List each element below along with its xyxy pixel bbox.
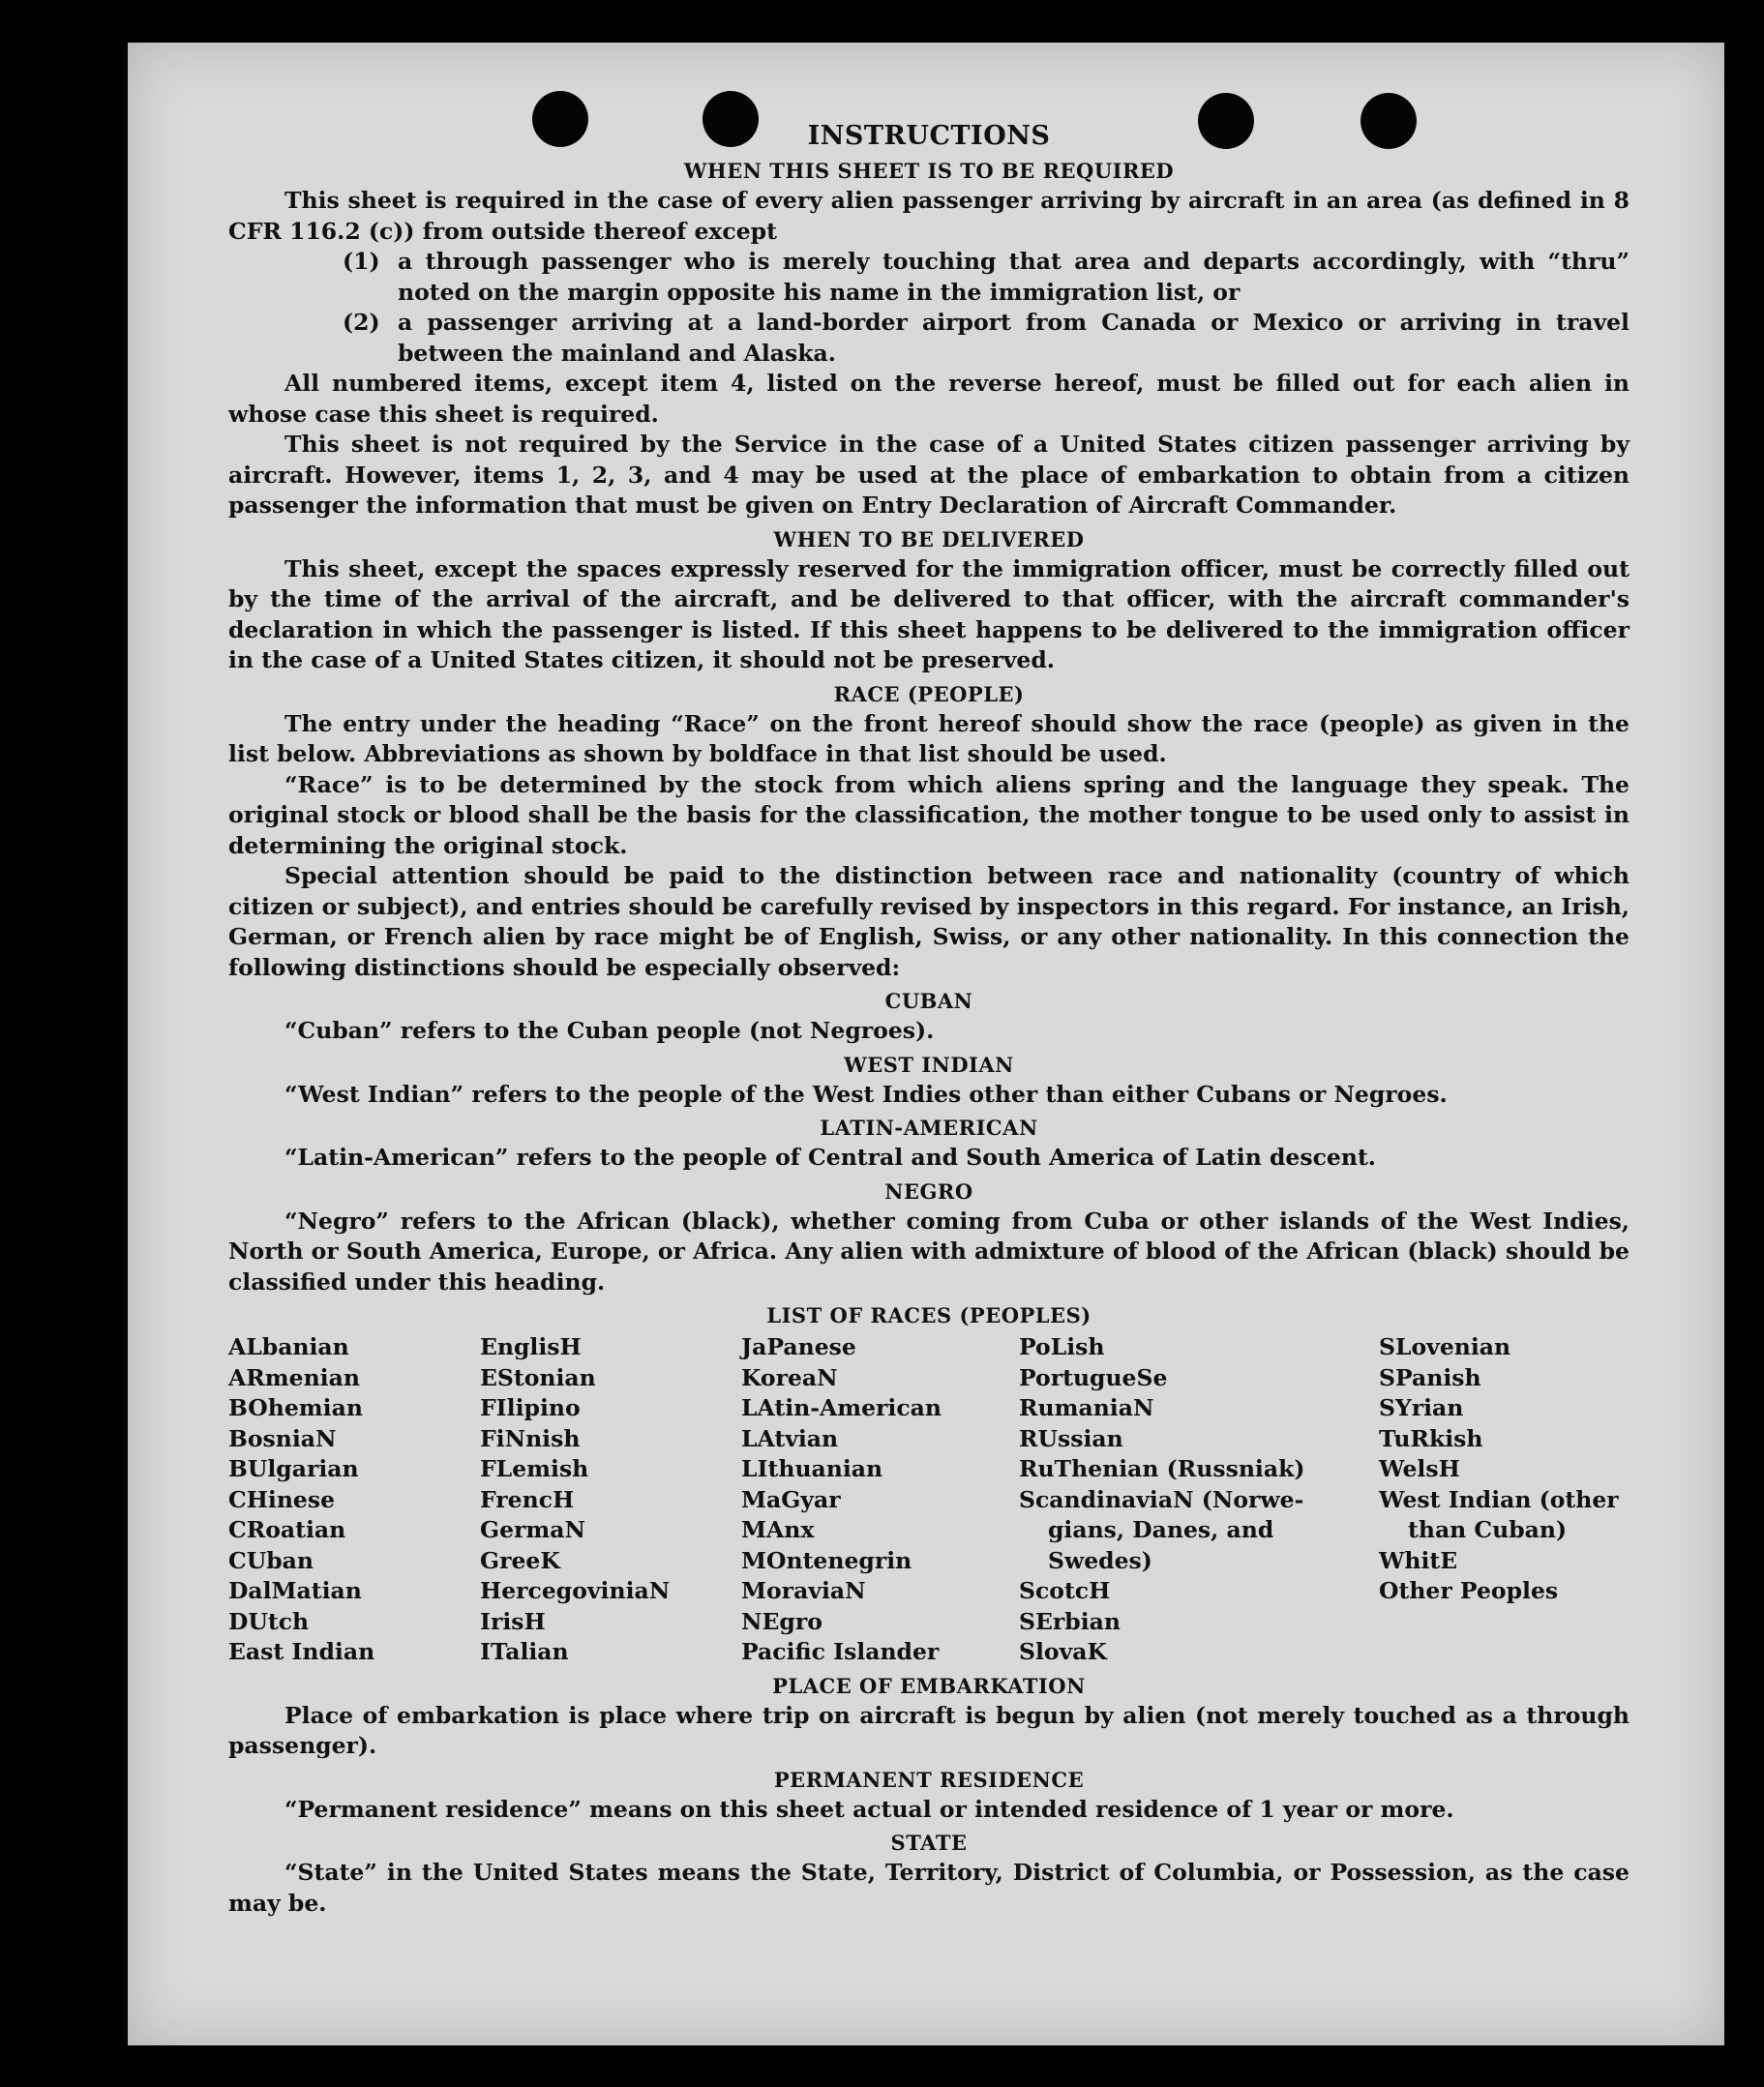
race-entry: Pacific Islander bbox=[741, 1638, 940, 1665]
page-title: INSTRUCTIONS bbox=[807, 121, 1051, 151]
race-entry: ARmenian bbox=[228, 1363, 360, 1391]
race-entry: BUlgarian bbox=[228, 1455, 359, 1482]
paragraph: Place of embarkation is place where trip on aircraft is begun by alien (not merely touched as a through passenger). bbox=[228, 1701, 1629, 1759]
race-entry: FLemish bbox=[480, 1455, 589, 1482]
race-entry: SPanish bbox=[1379, 1363, 1481, 1391]
paragraph: “Permanent residence” means on this sheet actual or intended residence of 1 year or more. bbox=[284, 1795, 1454, 1823]
race-entry: RUssian bbox=[1019, 1424, 1123, 1452]
race-entry: MaGyar bbox=[741, 1485, 841, 1513]
paragraph: This sheet is required in the case of every alien passenger arriving by aircraft in an area (as defined in 8 CFR 116.2 (c)) from outside thereof except bbox=[228, 187, 1629, 245]
race-entry: MAnx bbox=[741, 1516, 815, 1543]
list-item bbox=[343, 308, 1629, 369]
race-entry: ALbanian bbox=[228, 1333, 349, 1360]
race-entry: EStonian bbox=[480, 1363, 596, 1391]
race-entry: DalMatian bbox=[228, 1577, 362, 1604]
race-entry: FiNnish bbox=[480, 1424, 581, 1452]
race-entry: East Indian bbox=[228, 1638, 375, 1665]
race-entry: SYrian bbox=[1379, 1394, 1464, 1421]
race-entry: FrencH bbox=[480, 1485, 575, 1513]
race-entry: EnglisH bbox=[480, 1333, 582, 1360]
race-entry: West Indian (other bbox=[1379, 1485, 1619, 1513]
paragraph: “Latin-American” refers to the people of Central and South America of Latin descent. bbox=[284, 1144, 1376, 1171]
race-entry: CRoatian bbox=[228, 1516, 346, 1543]
item-number: (1) bbox=[343, 248, 380, 275]
race-entry: WelsH bbox=[1379, 1455, 1460, 1482]
race-entry: Other Peoples bbox=[1379, 1577, 1559, 1604]
paragraph: All numbered items, except item 4, listed on the reverse hereof, must be filled out for each alien in whose case this sheet is required. bbox=[228, 370, 1629, 428]
section-heading: STATE bbox=[890, 1831, 968, 1855]
race-entry: Swedes) bbox=[1048, 1546, 1152, 1574]
section-heading: WEST INDIAN bbox=[844, 1052, 1014, 1077]
race-entry: NEgro bbox=[741, 1607, 822, 1635]
race-entry: LAtvian bbox=[741, 1424, 839, 1452]
section-heading: PLACE OF EMBARKATION bbox=[772, 1673, 1086, 1698]
section-heading: LATIN-AMERICAN bbox=[820, 1116, 1038, 1140]
paragraph: “State” in the United States means the State, Territory, District of Columbia, or Possession, as the case may be. bbox=[228, 1859, 1629, 1917]
race-entry: RumaniaN bbox=[1019, 1394, 1154, 1421]
race-entry: ITalian bbox=[480, 1638, 569, 1665]
race-entry: TuRkish bbox=[1379, 1424, 1483, 1452]
race-entry: MoraviaN bbox=[741, 1577, 866, 1604]
race-entry: HercegoviniaN bbox=[480, 1577, 671, 1604]
race-entry: DUtch bbox=[228, 1607, 310, 1635]
race-entry: KoreaN bbox=[741, 1363, 838, 1391]
instructions-content bbox=[228, 120, 1629, 1919]
document-sheet bbox=[128, 43, 1724, 2045]
paragraph: “Negro” refers to the African (black), whether coming from Cuba or other islands of the West Indies, North or South America, Europe, or Africa. Any alien with admixture of blood of the African (black) should be classified under this heading. bbox=[228, 1207, 1629, 1296]
section-heading: LIST OF RACES (PEOPLES) bbox=[766, 1303, 1091, 1327]
race-entry: IrisH bbox=[480, 1607, 546, 1635]
race-entry: SErbian bbox=[1019, 1607, 1121, 1635]
race-list bbox=[228, 1332, 1629, 1668]
paragraph: This sheet is not required by the Service in the case of a United States citizen passenger arriving by aircraft. However, items 1, 2, 3, and 4 may be used at the place of embarkation to obtain from a citizen passenger the information that must be given on Entry Declaration of Aircraft Commander. bbox=[228, 431, 1629, 519]
race-column bbox=[480, 1332, 741, 1668]
race-entry: GermaN bbox=[480, 1516, 585, 1543]
paragraph: “Race” is to be determined by the stock from which aliens spring and the language they speak. The original stock or blood shall be the basis for the classification, the mother tongue to be used only to assist in determining the original stock. bbox=[228, 770, 1629, 859]
race-entry: RuThenian (Russniak) bbox=[1019, 1455, 1305, 1482]
race-entry: than Cuban) bbox=[1408, 1516, 1568, 1543]
race-entry: JaPanese bbox=[741, 1333, 856, 1360]
race-entry: ScotcH bbox=[1019, 1577, 1111, 1604]
race-entry: LIthuanian bbox=[741, 1455, 883, 1482]
paragraph: “West Indian” refers to the people of the West Indies other than either Cubans or Negroes. bbox=[284, 1080, 1448, 1108]
section-heading: PERMANENT RESIDENCE bbox=[773, 1767, 1085, 1792]
race-entry: LAtin-American bbox=[741, 1394, 942, 1421]
race-column bbox=[1379, 1332, 1629, 1668]
section-heading: NEGRO bbox=[884, 1178, 973, 1204]
section-heading: WHEN THIS SHEET IS TO BE REQUIRED bbox=[683, 159, 1175, 183]
paragraph: “Cuban” refers to the Cuban people (not Negroes). bbox=[284, 1017, 935, 1044]
race-column bbox=[741, 1332, 1019, 1668]
race-entry: BosniaN bbox=[228, 1424, 337, 1452]
race-entry: PoLish bbox=[1019, 1333, 1105, 1360]
race-column bbox=[1019, 1332, 1379, 1668]
list-item bbox=[343, 247, 1629, 308]
race-entry: BOhemian bbox=[228, 1394, 363, 1421]
section-heading: WHEN TO BE DELIVERED bbox=[773, 526, 1085, 552]
race-entry: PortugueSe bbox=[1019, 1363, 1168, 1391]
race-entry: WhitE bbox=[1379, 1546, 1458, 1574]
paragraph: This sheet, except the spaces expressly reserved for the immigration officer, must be correctly filled out by the time of the arrival of the aircraft, and be delivered to that officer, with the aircraft commander's declaration in which the passenger is listed. If this sheet happens to be delivered to the immigration officer in the case of a United States citizen, it should not be preserved. bbox=[228, 554, 1629, 673]
race-entry: ScandinaviaN (Norwe- bbox=[1019, 1485, 1304, 1513]
race-entry: MOntenegrin bbox=[741, 1546, 912, 1574]
race-entry: SlovaK bbox=[1019, 1638, 1107, 1665]
item-text: a through passenger who is merely touching that area and departs accordingly, with “thru” noted on the margin opposite his name in the immigration list, or bbox=[398, 248, 1629, 306]
race-column bbox=[228, 1332, 480, 1668]
section-heading: RACE (PEOPLE) bbox=[833, 681, 1025, 706]
race-entry: gians, Danes, and bbox=[1048, 1516, 1274, 1543]
race-entry: SLovenian bbox=[1379, 1333, 1511, 1360]
race-entry: FIlipino bbox=[480, 1394, 581, 1421]
paragraph: The entry under the heading “Race” on the front hereof should show the race (people) as given in the list below. Abbreviations as shown by boldface in that list should be used. bbox=[228, 709, 1629, 767]
item-number: (2) bbox=[343, 309, 380, 336]
paragraph: Special attention should be paid to the distinction between race and nationality (country of which citizen or subject), and entries should be carefully revised by inspectors in this regard. For instance, an Irish, German, or French alien by race might be of English, Swiss, or any other nationality. In this connection the following distinctions should be especially observed: bbox=[228, 862, 1629, 981]
race-entry: CUban bbox=[228, 1546, 314, 1574]
section-heading: CUBAN bbox=[884, 989, 973, 1013]
race-entry: CHinese bbox=[228, 1485, 336, 1513]
item-text: a passenger arriving at a land-border airport from Canada or Mexico or arriving in travel between the mainland and Alaska. bbox=[398, 309, 1629, 367]
race-entry: GreeK bbox=[480, 1546, 560, 1574]
